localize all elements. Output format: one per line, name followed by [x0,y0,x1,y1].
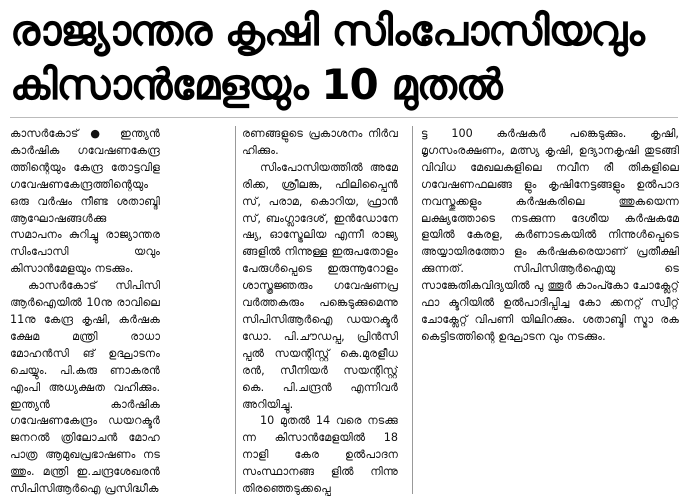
article-column-1 [10,126,160,496]
article-paragraph: സിംപോസിയത്തിൽ അമേ രിക്ക, ശ്രീലങ്ക, ഫിലിപ്പൈൻ സ്, പരാമ, കൊറിയ, ഫ്രാൻ സ്, ബംഗ്ലാദേശ്, ഇൻഡോനേ ഷ്യ, ഓസ്ട്രേലിയ എന്നീ രാജ്യ ങ്ങളിൽ നിന്നുള്ള ഇരുപതോളം പേരുൾപ്പെടെ ഇരുന്നൂറോളം ശാസ്ത്രജ്ഞരും ഗവേഷണപ്ര വർത്തകരും പങ്കെടുക്കുമെന്നു സിപിസിആർഐ ഡയറക്ടർ ഡോ. പി.ചൗഡപ്പ, പ്രിൻസി പ്പൽ സയന്റിസ്റ്റ് കെ.മുരളീധ രൻ, സീനിയർ സയന്റിസ്റ്റ് കെ. പി.ചന്ദ്രൻ എന്നിവർ അറിയിച്ചു. [242,160,398,411]
article-column-2 [242,126,398,496]
article-paragraph: രണങ്ങളുടെ പ്രകാശനം നിർവ ഹിക്കും. [242,127,398,157]
column-divider [235,126,236,494]
article-paragraph: 10 മുതൽ 14 വരെ നടക്കു ന്ന കിസാൻമേളയിൽ 18 നാളി കേര ഉൽപാദന സംസ്ഥാനങ്ങ ളിൽ നിന്നു തിരഞ്ഞെടുക്കപ്പെ [242,414,398,496]
headline [10,4,680,112]
column-divider [412,126,413,494]
headline-line-1: രാജ്യാന്തര കൃഷി സിംപോസിയവും [10,6,644,55]
article-paragraph: കാസർകോട് ● ഇന്ത്യൻ കാർഷിക ഗവേഷണകേന്ദ്ര ത്തിന്റെയും കേന്ദ്ര തോട്ടവിള ഗവേഷണകേന്ദ്രത്തിന്റെയും ഒരു വർഷം നീണ്ട ശതാബ്ദി ആഘോഷങ്ങൾക്കു സമാപനം കുറിച്ചു രാജ്യാന്തര സിംപോസി യവും കിസാൻമേളയും നടക്കും. [10,127,160,276]
headline-line-2: കിസാൻമേളയും 10 മുതൽ [10,60,502,109]
article-column-3 [421,126,679,496]
article-paragraph: കാസർകോട് സിപിസി ആർഐയിൽ 10നു രാവിലെ 11നു കേന്ദ്ര കൃഷി, കർഷക ക്ഷേമ മന്ത്രി രാധാ മോഹൻസി ങ് ഉദ്ഘാടനം ചെയ്യും. പി.കരു ണാകരൻ എംപി അധ്യക്ഷത വഹിക്കും. ഇന്ത്യൻ കാർഷിക ഗവേഷണകേന്ദ്രം ഡയറക്ടർ ജനറൽ ത്രിലോചൻ മോഹ പാത്ര ആമുഖപ്രഭാഷണം നട ത്തും. മന്ത്രി ഇ.ചന്ദ്രശേഖരൻ സിപിസിആർഐ പ്രസിദ്ധീക [10,279,160,496]
article-paragraph: ട്ട 100 കർഷകർ പങ്കെടുക്കും. കൃഷി, മൃഗസംരക്ഷണം, മത്സ്യ കൃഷി, ഉദ്യാനകൃഷി തുടങ്ങി വിവിധ മേഖലകളിലെ നവീന രീ തികളിലെ ഗവേഷണഫലങ്ങ ളും കൃഷിനേട്ടങ്ങളും ഉൽപാദ നവസ്തുക്കളും കർഷകരിലെ ത്തുകയെന്ന ലക്ഷ്യത്തോടെ നടക്കുന്ന ദേശീയ കർഷകമേ ളയിൽ കേരള, കർണാടകയിൽ നിന്നുൾപ്പെടെ അയ്യായിരത്തോ ളം കർഷകരെയാണ് പ്രതീക്ഷി ക്കുന്നത്. സിപിസിആർഐയു ടെ സാങ്കേതികവിദ്യയിൽ പു ത്തൂർ കാംപ്കോ ചോക്ലേറ്റ് ഫാ ക്ടറിയിൽ ഉൽപാദിപ്പിച്ച കോ ക്കനറ്റ് സ്വീറ്റ് ചോക്ലേറ്റ് വിപണി യിലിറക്കും. ശതാബ്ദി സ്മാ രക കെട്ടിടത്തിന്റെ ഉദ്ഘാടന വും നടക്കും. [421,127,679,343]
headline-rule [10,117,678,118]
